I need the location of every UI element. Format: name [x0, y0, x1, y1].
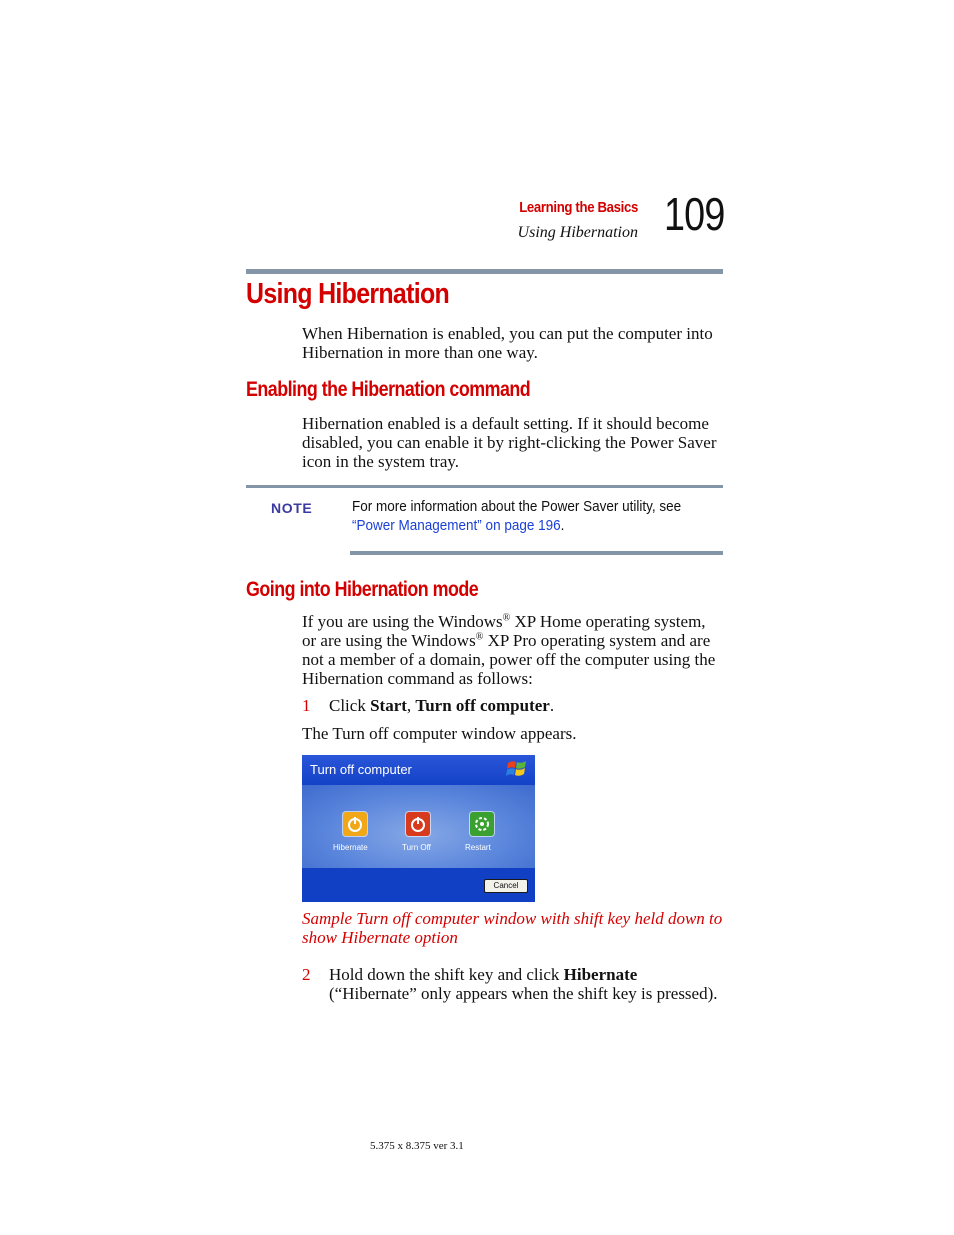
- note-top-rule: [246, 485, 723, 488]
- step1-number: 1: [302, 696, 311, 715]
- cancel-button[interactable]: Cancel: [484, 879, 528, 893]
- dialog-title: Turn off computer: [310, 762, 412, 777]
- section-heading-enabling: Enabling the Hibernation command: [246, 378, 531, 401]
- hibernate-icon: [343, 812, 367, 836]
- note-text: [352, 497, 694, 535]
- going-text-d: XP Pro operating system and are not a member of a domain, power off the computer using the Hibernation command as follows:: [302, 631, 716, 688]
- going-text-b: XP Home operating system,: [510, 612, 706, 631]
- turn-off-button[interactable]: [406, 812, 430, 836]
- note-period: .: [560, 517, 565, 534]
- section-heading-going: Going into Hibernation mode: [246, 578, 479, 601]
- page-number: 109: [664, 188, 725, 240]
- header-section: Learning the Basics: [519, 199, 638, 216]
- restart-label: Restart: [465, 843, 491, 852]
- registered-mark: ®: [502, 612, 511, 624]
- note-link[interactable]: “Power Management” on page 196: [352, 517, 561, 534]
- windows-logo-icon: [505, 758, 529, 780]
- turn-off-computer-dialog: [302, 755, 535, 902]
- going-text-a: If you are using the Windows: [302, 612, 503, 631]
- top-rule: [246, 269, 723, 274]
- figure-caption: Sample Turn off computer window with shift key held down to show Hibernate option: [302, 909, 723, 947]
- going-text-c: or are using the Windows: [302, 631, 476, 650]
- step1-text: Click Start, Turn off computer.: [329, 696, 555, 715]
- dialog-title-bar: [302, 755, 535, 785]
- going-paragraph: [302, 612, 732, 688]
- note-bottom-rule: [350, 551, 723, 555]
- intro-paragraph: When Hibernation is enabled, you can put the computer into Hibernation in more than one way.: [302, 324, 713, 362]
- header-subsection: Using Hibernation: [517, 224, 638, 241]
- restart-icon: [470, 812, 494, 836]
- step2-number: 2: [302, 965, 311, 984]
- registered-mark-2: ®: [475, 631, 484, 643]
- hibernate-button[interactable]: [343, 812, 367, 836]
- restart-button[interactable]: [470, 812, 494, 836]
- turn-off-label: Turn Off: [402, 843, 431, 852]
- start-label: Start: [370, 696, 407, 715]
- enabling-paragraph: Hibernation enabled is a default setting. If it should become disabled, you can enable it by right-clicking the Power Saver icon in the system tray.: [302, 414, 717, 471]
- turn-off-computer-label: Turn off computer: [415, 696, 550, 715]
- step2-line2: (“Hibernate” only appears when the shift key is pressed).: [329, 984, 718, 1003]
- step1-result: The Turn off computer window appears.: [302, 724, 577, 743]
- page-title: Using Hibernation: [246, 278, 450, 310]
- hibernate-label: Hibernate: [333, 843, 368, 852]
- note-label: NOTE: [271, 500, 313, 516]
- page-footer: 5.375 x 8.375 ver 3.1: [370, 1140, 464, 1152]
- note-body: For more information about the Power Saver utility, see: [352, 498, 682, 515]
- hibernate-bold: Hibernate: [563, 965, 638, 984]
- step2-text: Hold down the shift key and click Hibernate (“Hibernate” only appears when the shift key is pressed).: [329, 965, 718, 1003]
- power-icon: [406, 812, 430, 836]
